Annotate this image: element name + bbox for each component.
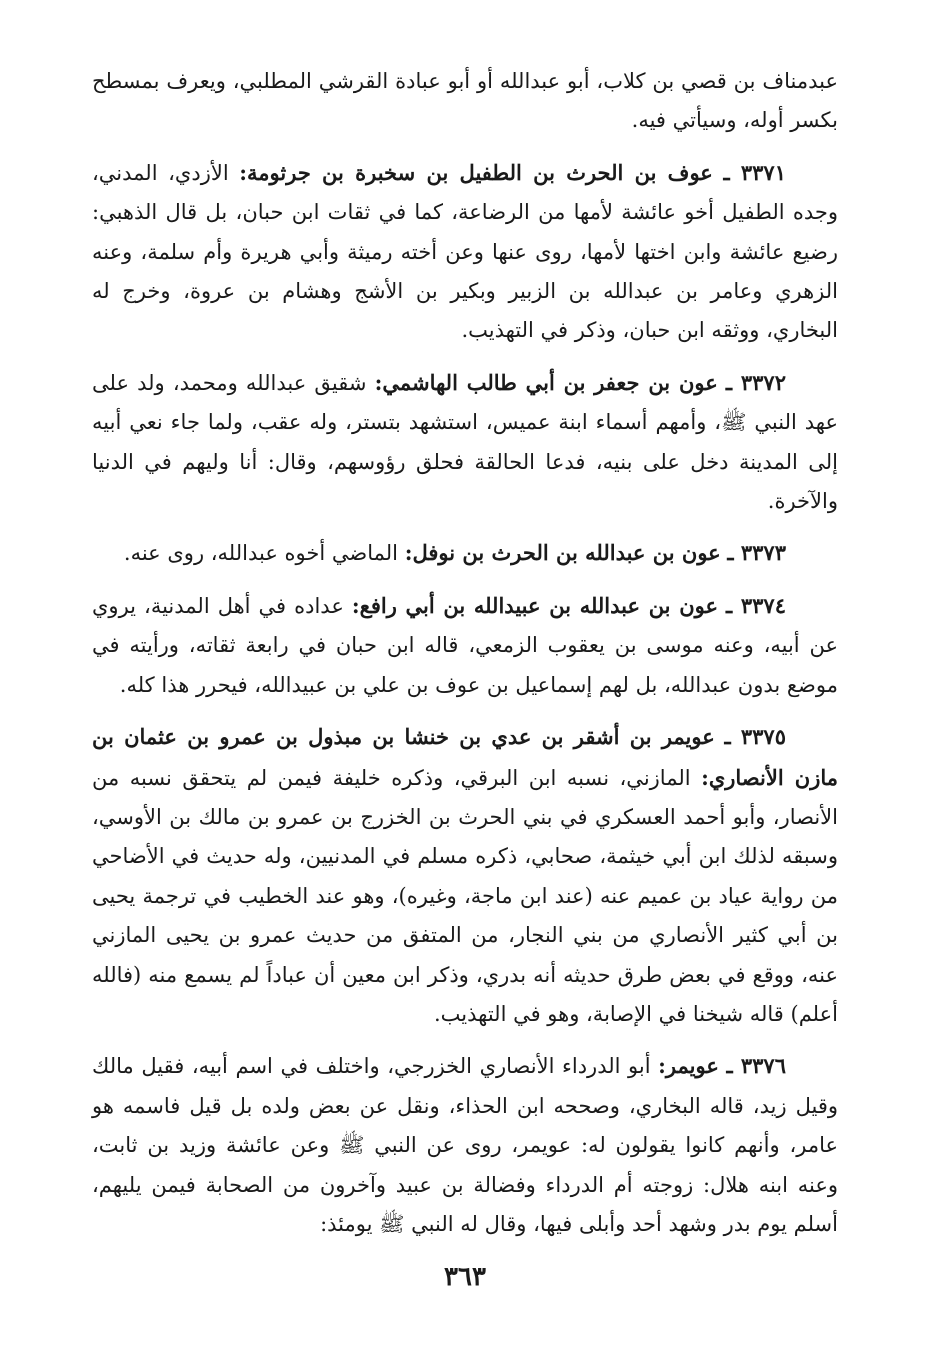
entry-number: ٣٣٧٥ ـ	[724, 724, 786, 750]
entry-number: ٣٣٧٤ ـ	[726, 592, 786, 618]
entry-text: عداده في أهل المدنية، يروي عن أبيه، وعنه موسى بن يعقوب الزمعي، قاله ابن حبان في رابعة ثقاته، ورأيته في موضع بدون عبدالله، بل لهم إسماعيل بن عوف بن علي بن عبيدالله، فيحرر هذا كله.	[92, 593, 838, 697]
entry-3376	[92, 1046, 838, 1244]
entry-3372	[92, 363, 838, 522]
entry-name: عون بن عبدالله بن عبيدالله بن أبي رافع:	[351, 592, 718, 618]
intro-text: عبدمناف بن قصي بن كلاب، أبو عبدالله أو أبو عبادة القرشي المطلبي، ويعرف بمسطح بكسر أوله، وسيأتي فيه.	[92, 69, 838, 133]
entry-number: ٣٣٧٣ ـ	[727, 540, 786, 566]
entry-number: ٣٣٧١ ـ	[723, 159, 786, 185]
entry-number: ٣٣٧٦ ـ	[726, 1053, 786, 1079]
entry-3374	[92, 586, 838, 705]
entry-name: عويمر:	[658, 1053, 719, 1079]
entry-name: عويمر بن أشقر بن عدي بن خنشا بن مبذول بن عمرو بن عثمان بن مازن الأنصاري:	[92, 724, 838, 790]
entry-name: عون بن جعفر بن أبي طالب الهاشمي:	[374, 369, 718, 395]
entry-text: شقيق عبدالله ومحمد، ولد على عهد النبي ﷺ، وأمهم أسماء ابنة عميس، استشهد بتستر، وله عقب، ولما جاء نعي أبيه إلى المدينة دخل على بنيه، فدعا الحالقة فحلق رؤوسهم، وقال: أنا وليهم في الدنيا والآخرة.	[92, 370, 838, 514]
intro-paragraph	[92, 62, 838, 141]
entry-number: ٣٣٧٢ ـ	[725, 369, 786, 395]
entry-3373	[92, 533, 838, 573]
entry-text: المازني، نسبه ابن البرقي، وذكره خليفة فيمن لم يتحقق نسبه من الأنصار، وأبو أحمد العسكري في بني الحرث بن الخزرج بن عمرو بن مالك بن الأوسي، وسبقه لذلك ابن أبي خيثمة، صحابي، ذكره مسلم في المدنيين، وله حديث في الأضاحي من رواية عياد بن عميم عنه (عند ابن ماجة، وغيره)، وهو عند الخطيب في ترجمة يحيى بن أبي كثير الأنصاري من بني النجار، من المتفق من حديث عمرو بن يحيى المازني عنه، ووقع في بعض طرق حديثه أنه بدري، وذكر ابن معين أن عباداً لم يسمع منه (فالله أعلم) قاله شيخنا في الإصابة، وهو في التهذيب.	[92, 765, 839, 1026]
entry-text: الأزدي، المدني، وجده الطفيل أخو عائشة لأمها من الرضاعة، كما في ثقات ابن حبان، بل قال الذهبي: رضيع عائشة وابن اختها لأمها، روى عنها وعن أخته رميثة وأبي هريرة وأم سلمة، وعنه الزهري وعامر بن عبدالله بن الزبير وبكير بن الأشج وهشام بن عروة، وخرج له البخاري، ووثقه ابن حبان، وذكر في التهذيب.	[92, 160, 838, 343]
entry-text: أبو الدرداء الأنصاري الخزرجي، واختلف في اسم أبيه، فقيل مالك وقيل زيد، قاله البخاري، وصححه ابن الحذاء، ونقل عن بعض ولده بل قيل فاسمه هو عامر، وأنهم كانوا يقولون له: عويمر، روى عن النبي ﷺ وعن عائشة وزيد بن ثابت، وعنه ابنه هلال: زوجته أم الدرداء وفضالة بن عبيد وآخرون من الصحابة فيمن يليهم، أسلم يوم بدر وشهد أحد وأبلى فيها، وقال له النبي ﷺ يومئذ:	[92, 1054, 838, 1236]
entry-text: الماضي أخوه عبدالله، روى عنه.	[123, 541, 405, 566]
entry-name: عون بن عبدالله بن الحرث بن نوفل:	[404, 540, 721, 566]
page-number: ٣٦٣	[444, 1262, 486, 1292]
entry-name: عوف بن الحرث بن الطفيل بن سخبرة بن جرثومة:	[239, 159, 713, 185]
entry-3371	[92, 153, 838, 351]
entry-3375	[92, 717, 838, 1034]
page-body	[92, 62, 838, 1256]
